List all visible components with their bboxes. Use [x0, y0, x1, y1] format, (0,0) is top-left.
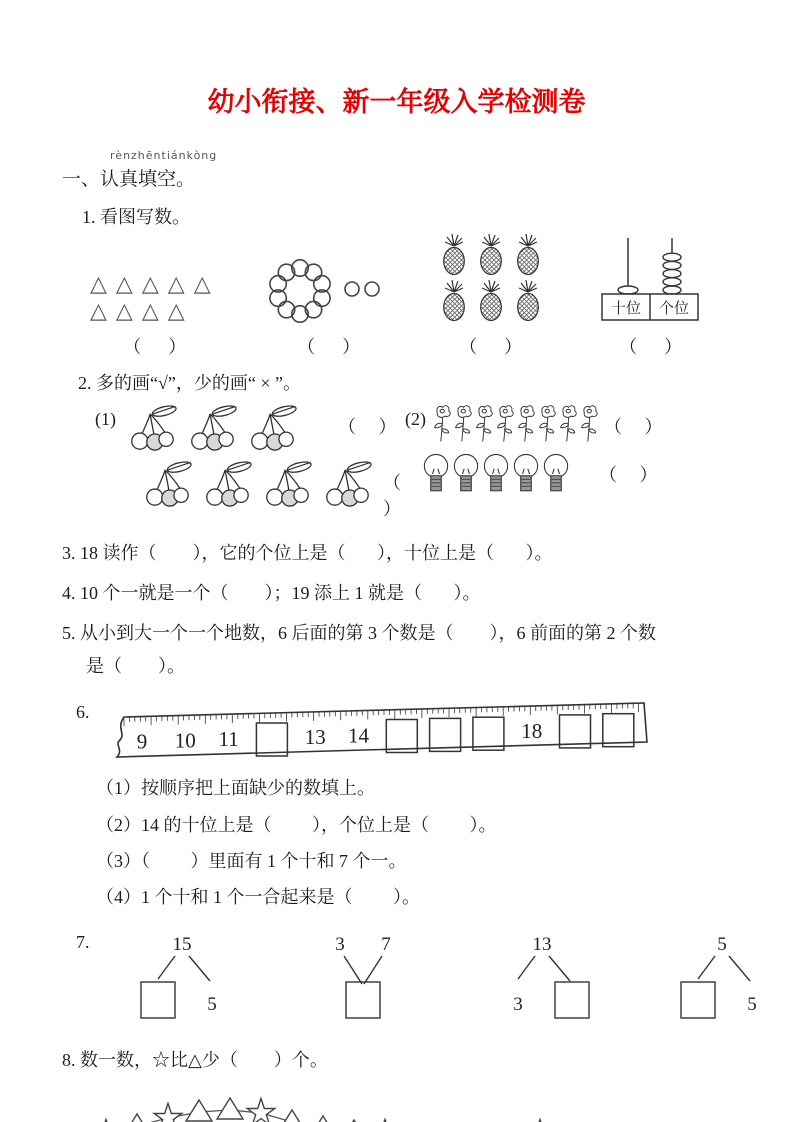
q2-item2-row1 — [405, 403, 663, 445]
tree-number: 5 — [716, 934, 727, 956]
triangle-icon — [310, 1116, 336, 1122]
ruler-number: 10 — [174, 728, 196, 753]
abacus-bead — [663, 286, 681, 294]
ruler-number: 11 — [217, 727, 239, 752]
q4-text: 4. 10 个一就是一个（ ）；19 添上 1 就是（ ）。 — [62, 583, 481, 604]
triangle-icon: △ — [167, 299, 194, 325]
q2-item1-label: (1) — [95, 409, 116, 430]
tree-number: 7 — [380, 934, 391, 956]
q8-shapes — [82, 1076, 562, 1122]
tree-number: 5 — [746, 994, 757, 1016]
q1-pictures — [90, 233, 793, 359]
q1-group-pineapples — [438, 233, 544, 359]
triangle-icon — [186, 1100, 212, 1121]
triangle-icon: △ — [90, 299, 116, 325]
triangle-icon: △ — [115, 299, 142, 325]
bulb-icon — [421, 451, 451, 497]
pineapple-icon — [475, 233, 507, 279]
abacus-bead — [663, 278, 681, 286]
answer-blank: （ ） — [604, 417, 663, 438]
cherry-row-2 — [137, 459, 377, 509]
rose-icon — [558, 403, 579, 445]
abacus-figure — [590, 235, 712, 325]
bulb-row — [421, 451, 571, 497]
section-heading — [62, 149, 793, 191]
answer-blank: （ ） — [459, 337, 523, 358]
cherry-icon — [182, 403, 242, 453]
q1-group-triangles — [90, 271, 220, 359]
q6-subitem-3: （3）（ ）里面有 1 个十和 7 个一。 — [96, 850, 407, 871]
rose-icon — [516, 403, 537, 445]
triangle-icon: △ — [115, 272, 142, 298]
bulb-icon — [511, 451, 541, 497]
triangle-icon: △ — [90, 272, 116, 298]
star-icon — [247, 1099, 275, 1122]
cherry-icon — [137, 459, 197, 509]
triangle-icon: △ — [141, 299, 168, 325]
tree-number: 13 — [532, 934, 551, 956]
answer-blank: （ ） — [383, 473, 424, 520]
q7-number: 7. — [76, 932, 90, 953]
cherry-icon — [317, 459, 377, 509]
q5-text-line1: 5. 从小到大一个一个地数，6 后面的第 3 个数是（ ），6 前面的第 2 个数 — [62, 623, 656, 644]
page-title: 幼小衔接、新一年级入学检测卷 — [207, 87, 586, 117]
q6-subitems — [96, 776, 793, 910]
section-label: 认真填空。 — [100, 169, 196, 191]
ruler-number: 18 — [520, 719, 542, 744]
cherry-row-1 — [122, 403, 302, 453]
q3-text: 3. 18 读作（ ），它的个位上是（ ），十位上是（ ）。 — [62, 543, 553, 564]
cherry-icon — [197, 459, 257, 509]
pineapple-icon — [475, 279, 507, 325]
pineapple-icon — [438, 233, 470, 279]
answer-blank: （ ） — [619, 337, 683, 358]
cherry-icon — [257, 459, 317, 509]
decomposition-tree — [300, 930, 422, 1026]
circle-icon — [345, 282, 359, 296]
rose-icon — [474, 403, 495, 445]
triangle-row — [90, 298, 220, 325]
triangle-icon — [124, 1114, 150, 1122]
q6-subitem-1: （1）按顺序把上面缺少的数填上。 — [96, 778, 375, 799]
decomposition-tree — [120, 930, 242, 1026]
rose-icon — [453, 403, 474, 445]
abacus-place-label: 十位 — [610, 301, 641, 318]
q1-label: 1. 看图写数。 — [82, 207, 190, 228]
bulb-icon — [541, 451, 571, 497]
ruler-figure — [104, 696, 660, 766]
tree-number: 15 — [172, 934, 191, 956]
q5-text-line2: 是（ ）。 — [86, 656, 185, 677]
bulb-icon — [451, 451, 481, 497]
q7 — [76, 930, 793, 1026]
rose-icon — [432, 403, 453, 445]
pineapple-row — [438, 233, 544, 279]
pineapple-row — [438, 279, 544, 325]
answer-blank: （ ） — [123, 337, 187, 358]
q2-label: 2. 多的画“√”，少的画“ × ”。 — [78, 373, 301, 394]
abacus-bead — [663, 270, 681, 278]
bulb-icon — [481, 451, 511, 497]
cherry-icon — [242, 403, 302, 453]
q2-item1-row1 — [95, 403, 405, 453]
q8-label: 8. 数一数，☆比△少（ ）个。 — [62, 1050, 328, 1071]
tree-number: 3 — [334, 934, 345, 956]
pinyin-annotation: rènzhēntiánkòng — [110, 149, 218, 163]
cherry-icon — [122, 403, 182, 453]
triangle-icon: △ — [167, 272, 194, 298]
rose-icon — [579, 403, 600, 445]
pineapple-icon — [512, 233, 544, 279]
rose-icon — [495, 403, 516, 445]
pineapple-icon — [512, 279, 544, 325]
q1-group-circles — [266, 257, 392, 359]
tree-blank-box — [555, 982, 589, 1018]
abacus-bead — [663, 254, 681, 262]
section-label-wrap — [100, 149, 218, 191]
triangle-shapes — [90, 271, 220, 325]
tree-number: 3 — [512, 994, 523, 1016]
decomposition-tree — [480, 930, 602, 1026]
q2-item1 — [95, 403, 424, 527]
q2-item2-row2 — [421, 451, 663, 497]
answer-blank: （ ） — [338, 417, 397, 438]
pineapple-shapes — [438, 233, 544, 325]
ruler-number: 13 — [304, 725, 326, 750]
abacus-bead — [663, 262, 681, 270]
q8-figure-wrap — [82, 1076, 793, 1122]
q6-subitem-4: （4）1 个十和 1 个一合起来是（ ）。 — [96, 886, 420, 907]
abacus-bead — [618, 286, 638, 294]
rose-row — [432, 403, 600, 445]
q1-group-abacus — [590, 235, 712, 359]
q7-trees — [120, 930, 782, 1026]
triangle-icon — [279, 1110, 305, 1122]
q2-item2 — [405, 403, 663, 527]
tree-blank-box — [681, 982, 715, 1018]
triangle-icon: △ — [141, 272, 168, 298]
triangle-row — [90, 271, 220, 298]
abacus-place-label: 个位 — [658, 301, 689, 318]
pineapple-icon — [438, 279, 470, 325]
circle-icon — [365, 282, 379, 296]
tree-blank-box — [141, 982, 175, 1018]
circle-shapes — [266, 257, 392, 325]
answer-blank: （ ） — [297, 337, 361, 358]
ruler-number: 14 — [347, 724, 369, 749]
triangle-icon — [217, 1098, 243, 1119]
section-prefix: 一、 — [62, 169, 101, 191]
tree-blank-box — [346, 982, 380, 1018]
rose-icon — [537, 403, 558, 445]
q6-subitem-2: （2）14 的十位上是（ ），个位上是（ ）。 — [96, 814, 497, 835]
q6-number: 6. — [76, 702, 90, 723]
q2-item1-row2 — [137, 459, 424, 521]
answer-blank: （ ） — [599, 465, 658, 486]
tree-number: 5 — [206, 994, 217, 1016]
q2-body — [0, 403, 793, 527]
q6 — [76, 696, 793, 766]
decomposition-tree — [660, 930, 782, 1026]
triangle-icon: △ — [193, 272, 220, 298]
q2-item2-label: (2) — [405, 409, 426, 430]
star-icon — [154, 1104, 182, 1122]
ruler-number: 9 — [136, 729, 147, 754]
